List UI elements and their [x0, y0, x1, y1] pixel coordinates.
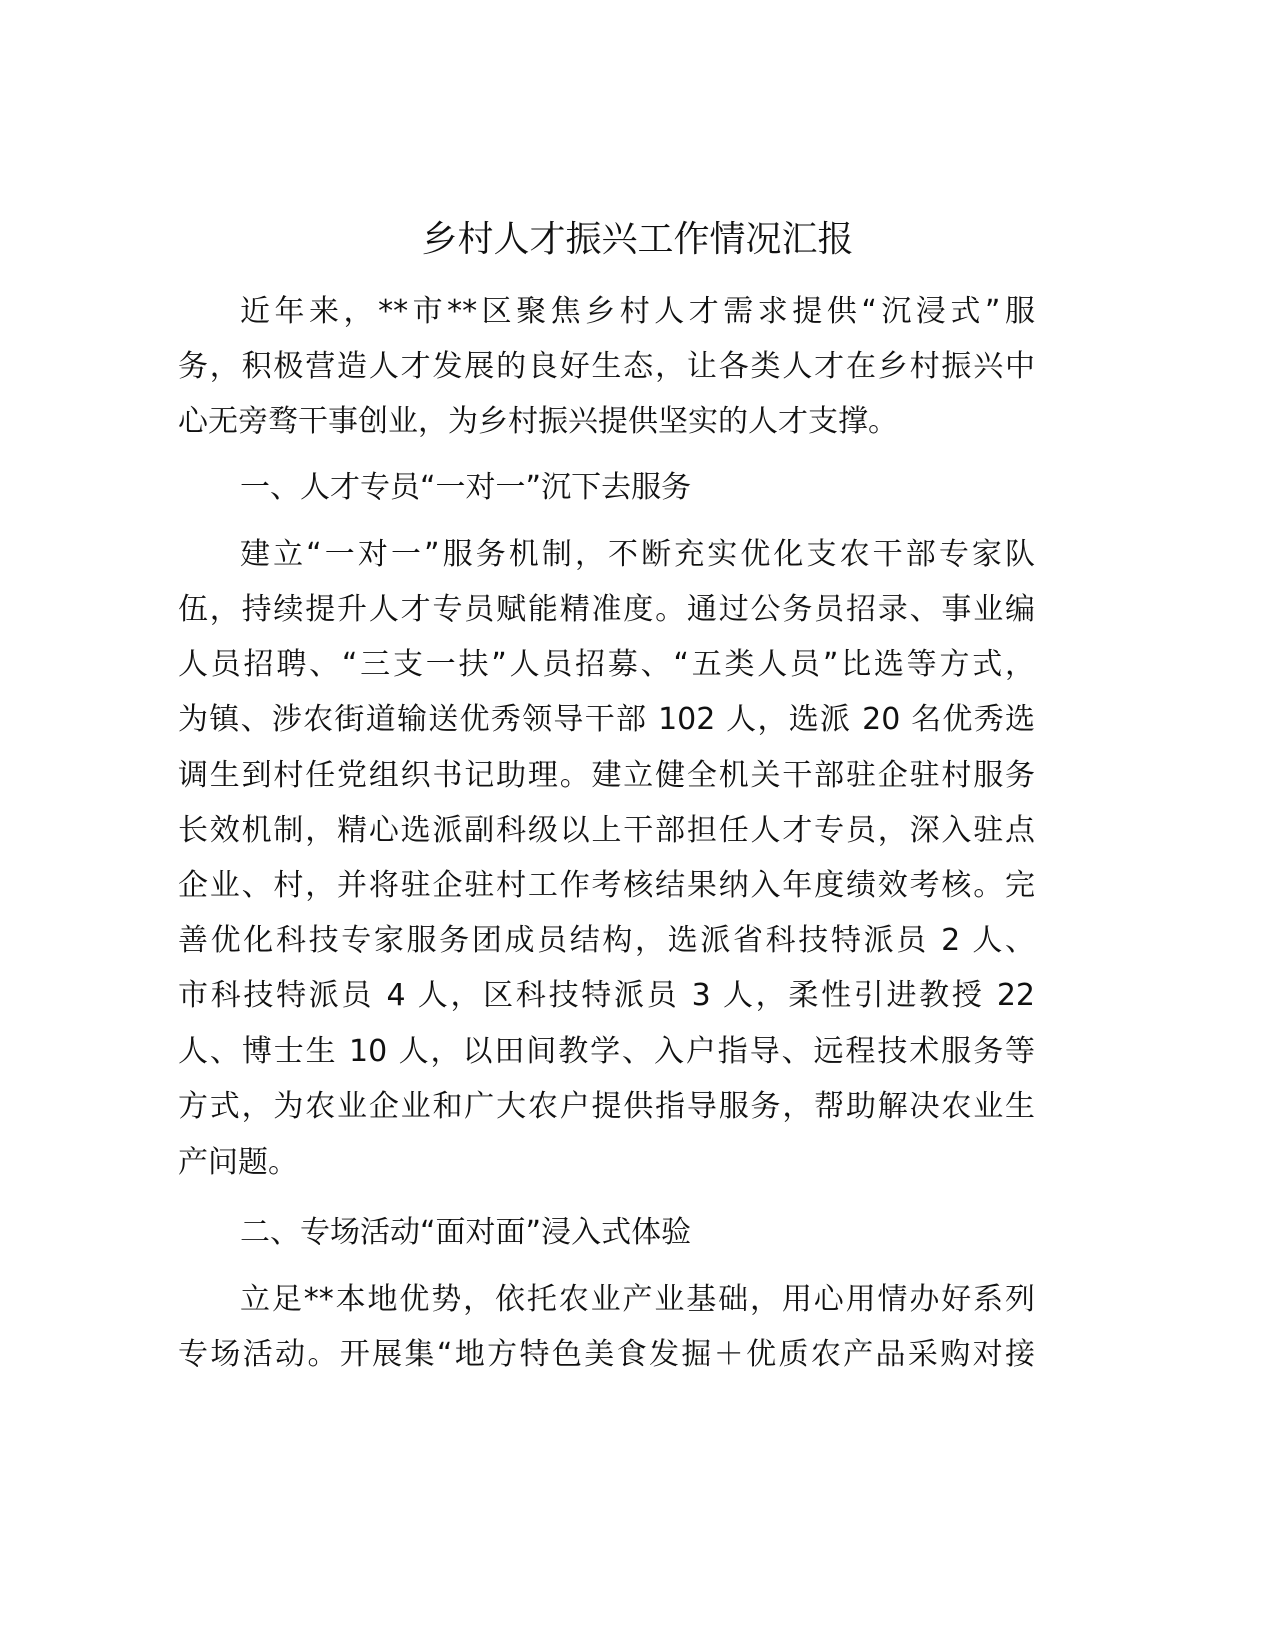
- paragraph-line: 企业、村，并将驻企驻村工作考核结果纳入年度绩效考核。完: [178, 868, 1035, 903]
- paragraph-line: 建立“一对一”服务机制，不断充实优化支农干部专家队: [240, 537, 1035, 572]
- paragraph-line: 近年来，**市**区聚焦乡村人才需求提供“沉浸式”服: [240, 294, 1035, 329]
- document-title: 乡村人才振兴工作情况汇报: [421, 219, 854, 260]
- section-heading: 二、专场活动“面对面”浸入式体验: [240, 1215, 692, 1250]
- paragraph-line: 市科技特派员 4 人，区科技特派员 3 人，柔性引进教授 22: [178, 978, 1035, 1013]
- paragraph-line: 伍，持续提升人才专员赋能精准度。通过公务员招录、事业编: [178, 592, 1035, 627]
- paragraph-line: 方式，为农业企业和广大农户提供指导服务，帮助解决农业生: [178, 1089, 1035, 1124]
- paragraph-line: 产问题。: [178, 1145, 298, 1180]
- paragraph-line: 务，积极营造人才发展的良好生态，让各类人才在乡村振兴中: [178, 349, 1035, 384]
- paragraph-line: 人、博士生 10 人，以田间教学、入户指导、远程技术服务等: [178, 1034, 1035, 1069]
- paragraph-line: 善优化科技专家服务团成员结构，选派省科技特派员 2 人、: [178, 923, 1035, 958]
- paragraph-line: 人员招聘、“三支一扶”人员招募、“五类人员”比选等方式，: [178, 647, 1035, 682]
- paragraph-line: 专场活动。开展集“地方特色美食发掘＋优质农产品采购对接: [178, 1337, 1035, 1372]
- paragraph-line: 立足**本地优势，依托农业产业基础，用心用情办好系列: [240, 1282, 1035, 1317]
- section-heading: 一、人才专员“一对一”沉下去服务: [240, 470, 692, 505]
- paragraph-line: 长效机制，精心选派副科级以上干部担任人才专员，深入驻点: [178, 813, 1035, 848]
- paragraph-line: 调生到村任党组织书记助理。建立健全机关干部驻企驻村服务: [178, 758, 1035, 793]
- paragraph-line: 心无旁骛干事创业，为乡村振兴提供坚实的人才支撑。: [178, 404, 898, 439]
- paragraph-line: 为镇、涉农街道输送优秀领导干部 102 人，选派 20 名优秀选: [178, 702, 1035, 737]
